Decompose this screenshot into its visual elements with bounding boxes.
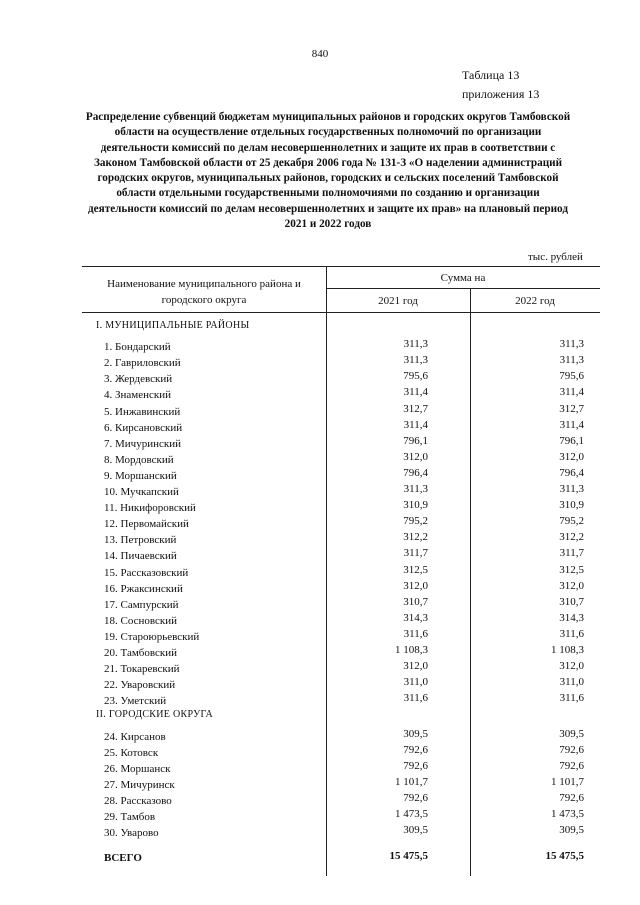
table-row-value-2022: 311,4 [559,386,584,399]
table-row-value-2022: 311,3 [559,354,584,367]
table-row-value-2021: 792,6 [403,759,428,772]
total-value-2021: 15 475,5 [389,850,428,862]
document-title: Распределение субвенций бюджетам муниципальных районов и городских округов Тамбовской области на осуществление отдельных государственных полномочий по организации деятельности комиссий по делам несовершеннолетних и защите их прав в соответствии с Законом Тамбовской области от 25 декабря 2006 года № 131-З «О наделении администраций городских округов, муниципальных районов, городских и сельских поселений Тамбовской области отдельными государственными полномочиями по созданию и организации деятельности комиссий по делам несовершеннолетних и защите их прав» на плановый период 2021 и 2022 годов [85,111,571,231]
table-row-value-2022: 792,6 [559,791,584,804]
table-row-name: 26. Моршанск [104,762,171,775]
table-row-value-2021: 312,7 [403,402,428,415]
table-row-name: 16. Ржаксинский [104,582,183,595]
appendix-reference: приложения 13 [462,87,540,101]
table-row-value-2021: 314,3 [403,611,428,624]
table-row-value-2021: 311,3 [403,483,428,495]
table-row-name: 28. Рассказово [104,794,172,807]
table-row-name: 17. Сампурский [104,598,179,611]
table-row-value-2021: 792,6 [403,791,428,804]
table-row-name: 3. Жердевский [104,373,173,386]
header-mid-divider [326,288,600,289]
table-row-value-2021: 309,5 [403,824,428,837]
table-row-name: 30. Уварово [104,827,159,840]
table-row-value-2022: 311,4 [559,418,584,431]
table-row-name: 7. Мичуринский [104,437,181,450]
table-row-value-2021: 1 473,5 [395,808,428,820]
table-row-value-2022: 312,2 [559,531,584,544]
table-row-name: 19. Староюрьевский [104,630,200,643]
table-row-name: 12. Первомайский [104,518,189,531]
table-row-value-2021: 795,6 [403,370,428,383]
table-row-value-2021: 796,4 [403,466,428,479]
table-row-name: 2. Гавриловский [104,357,181,370]
table-row-name: 5. Инжавинский [104,405,181,418]
units-label: тыс. рублей [528,251,583,263]
table-row-value-2022: 309,5 [559,727,584,740]
table-row-name: 14. Пичаевский [104,550,177,563]
table-row-value-2022: 311,6 [559,627,584,640]
table-row-value-2022: 795,2 [559,515,584,528]
table-row-name: 22. Уваровский [104,679,176,692]
table-row-value-2022: 310,7 [559,595,584,608]
table-row-value-2022: 311,6 [559,692,584,705]
table-number: Таблица 13 [462,68,520,82]
table-row-value-2022: 312,5 [559,563,584,576]
year-2021-header: 2021 год [378,295,418,307]
table-row-name: 23. Уметский [104,695,167,708]
table-row-value-2022: 1 101,7 [551,775,584,788]
table-row-value-2022: 311,3 [559,338,584,351]
table-row-value-2021: 311,7 [403,547,428,560]
table-row-value-2021: 1 108,3 [395,644,428,656]
table-row-value-2022: 312,0 [559,579,584,592]
table-row-name: 10. Мучкапский [104,486,179,498]
table-row-name: 13. Петровский [104,534,177,547]
table-row-value-2021: 311,3 [403,338,428,351]
table-row-value-2021: 310,9 [403,499,428,512]
table-row-value-2022: 310,9 [559,499,584,512]
table-row-value-2022: 312,7 [559,402,584,415]
table-row-value-2022: 312,0 [559,660,584,673]
table-row-value-2021: 312,5 [403,563,428,576]
table-row-value-2021: 795,2 [403,515,428,528]
table-row-value-2022: 1 473,5 [551,808,584,820]
name-column-header: Наименование муниципального района и городского округа [107,278,301,306]
table-row-name: 15. Рассказовский [104,566,189,579]
table-row-name: 9. Моршанский [104,469,177,482]
table-row-value-2021: 312,0 [403,579,428,592]
table-row-value-2022: 792,6 [559,759,584,772]
table-row-name: 20. Тамбовский [104,647,178,659]
section-title: II. ГОРОДСКИЕ ОКРУГА [96,709,214,721]
table-row-value-2021: 796,1 [403,434,428,447]
table-row-value-2021: 311,0 [403,676,428,689]
table-row-name: 18. Сосновский [104,614,178,627]
table-row-value-2022: 796,4 [559,466,584,479]
table-row-value-2021: 311,6 [403,692,428,705]
page-number: 840 [311,48,329,60]
table-row-value-2022: 311,3 [559,483,584,495]
table-reference [462,66,539,104]
table-row-value-2021: 1 101,7 [395,775,428,788]
table-top-border [82,266,600,267]
table-row-value-2022: 311,0 [559,676,584,689]
table-row-name: 4. Знаменский [104,389,172,402]
table-row-value-2022: 792,6 [559,743,584,756]
section-title: I. МУНИЦИПАЛЬНЫЕ РАЙОНЫ [96,320,250,331]
table-row-value-2022: 312,0 [559,450,584,463]
table-row-value-2021: 310,7 [403,595,428,608]
table-row-value-2021: 312,0 [403,450,428,463]
table-row-name: 29. Тамбов [104,811,156,823]
table-row-value-2021: 309,5 [403,727,428,740]
year-2022-header: 2022 год [515,295,555,307]
sum-column-header: Сумма на [440,272,486,284]
table-row-value-2022: 1 108,3 [551,644,584,656]
table-row-name: 1. Бондарский [104,341,171,354]
name-column-divider [326,266,327,876]
table-row-value-2022: 311,7 [559,547,584,560]
table-row-value-2021: 312,0 [403,660,428,673]
table-row-value-2021: 311,4 [403,386,428,399]
total-label: ВСЕГО [104,852,142,864]
table-row-name: 11. Никифоровский [104,502,196,515]
total-value-2022: 15 475,5 [545,850,584,862]
table-row-value-2022: 796,1 [559,434,584,447]
table-row-value-2021: 312,2 [403,531,428,544]
year-column-divider [470,288,471,876]
table-row-name: 24. Кирсанов [104,730,166,743]
table-row-value-2021: 311,3 [403,354,428,367]
table-row-value-2022: 309,5 [559,824,584,837]
header-bottom-border [82,312,600,313]
table-row-value-2021: 792,6 [403,743,428,756]
table-row-value-2021: 311,6 [403,627,428,640]
table-row-name: 21. Токаревский [104,663,180,676]
table-row-value-2021: 311,4 [403,418,428,431]
table-row-name: 25. Котовск [104,746,159,759]
table-row-value-2022: 314,3 [559,611,584,624]
table-row-name: 8. Мордовский [104,453,174,466]
table-row-name: 27. Мичуринск [104,778,175,791]
table-row-value-2022: 795,6 [559,370,584,383]
table-row-name: 6. Кирсановский [104,421,183,434]
